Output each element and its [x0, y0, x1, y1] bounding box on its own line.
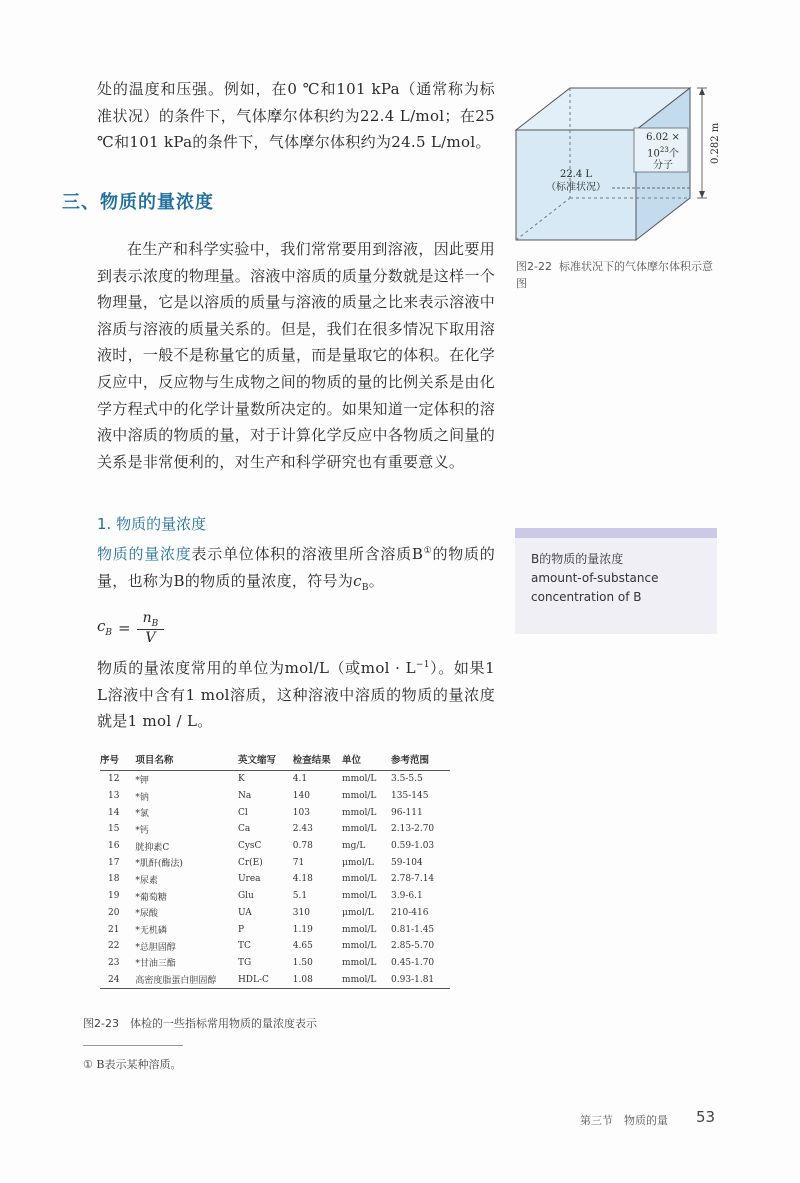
- cell-result: 4.18: [292, 874, 313, 885]
- cell-range: 96-111: [391, 807, 423, 818]
- cell-range: 0.45-1.70: [391, 957, 435, 968]
- footnote-marker[interactable]: ①: [423, 546, 433, 556]
- cell-item: 高密度脂蛋白胆固醇: [127, 971, 238, 988]
- cell-unit: mmol/L: [342, 924, 377, 935]
- cell-abbr: Cr(E): [237, 857, 263, 868]
- cell-range: 2.13-2.70: [391, 824, 435, 835]
- cell-result: 1.08: [293, 971, 342, 988]
- cell-index: 16: [107, 841, 120, 852]
- cell-index: 17: [107, 857, 120, 868]
- footnote-rule: [83, 1045, 183, 1046]
- cell-result: 103: [292, 807, 310, 818]
- cell-item: *甘油三酯: [135, 959, 176, 970]
- side-note-line1: B的物质的量浓度: [531, 552, 624, 566]
- definition-end: 。: [368, 571, 385, 590]
- col-header-unit: 单位: [342, 752, 391, 771]
- cell-item: *无机磷: [135, 926, 167, 937]
- side-note-line3: concentration of B: [531, 590, 642, 604]
- formula-numerator-sub: B: [151, 618, 159, 629]
- table-row: [100, 854, 450, 871]
- molecule-line1: 6.02 ×: [646, 132, 680, 143]
- formula-eq: =: [118, 618, 131, 637]
- col-header-item: 项目名称: [127, 752, 238, 771]
- table-row: [100, 971, 450, 988]
- volume-label: [536, 168, 616, 194]
- figure-22-number: 图2-22: [516, 260, 552, 273]
- cell-unit: mmol/L: [342, 891, 377, 902]
- formula-denominator: V: [145, 629, 156, 646]
- cell-result: 5.1: [292, 891, 308, 902]
- cell-item: *总胆固醇: [135, 942, 176, 953]
- height-label: 0.282 m: [710, 122, 721, 164]
- section-paragraph: 在生产和科学实验中，我们常常要用到溶液，因此要用到表示浓度的物理量。溶液中溶质的质量分数就是这样一个物理量，它是以溶质的质量与溶液的质量之比来表示溶液中溶质与溶液的质量关系的。但是，我们在很多情况下取用溶液时，一般不是称量它的质量，而是量取它的体积。在化学反应中，反应物与生成物之间的物质的量的比例关系是由化学方程式中的化学计量数所决定的。如果知道一定体积的溶液中溶质的物质的量，对于计算化学反应中各物质之间量的关系是非常便利的，对生产和科学研究也有重要意义。: [97, 240, 495, 471]
- cell-abbr: Na: [237, 791, 252, 802]
- symbol-c: c: [353, 571, 362, 590]
- table-row: [100, 905, 450, 922]
- cube-diagram: [500, 60, 732, 245]
- cell-unit: mmol/L: [342, 941, 377, 952]
- cell-range: 0.59-1.03: [391, 841, 435, 852]
- cell-result: 2.43: [292, 824, 313, 835]
- cell-unit: mmol/L: [342, 971, 391, 988]
- formula-lhs-sub: B: [105, 628, 113, 639]
- cell-index: 23: [107, 957, 120, 968]
- cell-unit: mmol/L: [342, 874, 377, 885]
- cell-index: 15: [107, 824, 120, 835]
- cell-unit: mmol/L: [342, 774, 377, 785]
- cell-result: 1.50: [292, 957, 313, 968]
- cell-item: *尿酸: [135, 909, 158, 920]
- definition-term: 物质的量浓度: [97, 545, 192, 563]
- cell-range: 135-145: [391, 791, 429, 802]
- cell-result: 4.1: [292, 774, 308, 785]
- cell-abbr: CysC: [237, 841, 262, 852]
- volume-condition: （标准状况）: [546, 182, 606, 193]
- page-number: 53: [696, 1108, 716, 1126]
- cell-range: 2.78-7.14: [391, 874, 435, 885]
- definition-text-b: 的物质的量，也称为B的物质的量浓度，符号为: [97, 545, 495, 590]
- cell-range: 2.85-5.70: [391, 941, 435, 952]
- cell-index: 24: [100, 971, 127, 988]
- table-row: [100, 888, 450, 905]
- concentration-formula: [97, 610, 164, 646]
- section-title: 三、物质的量浓度: [62, 192, 214, 213]
- side-note: [515, 538, 717, 634]
- formula-fraction: [137, 610, 165, 646]
- cell-item: 胱抑素C: [135, 842, 170, 853]
- unit-paragraph: [97, 652, 495, 735]
- molecule-sup: 23: [659, 146, 669, 154]
- cell-result: 71: [292, 857, 305, 868]
- cell-index: 13: [107, 791, 120, 802]
- molecule-line2b: 个: [668, 148, 679, 160]
- cell-item: *钾: [135, 775, 149, 786]
- lab-results-table: [100, 752, 450, 989]
- unit-text-a: 物质的量浓度常用的单位为mol/L（或mol · L: [97, 659, 416, 677]
- formula-lhs: c: [97, 617, 106, 636]
- unit-sup: −1: [415, 660, 430, 670]
- table-row: [100, 821, 450, 838]
- cell-item: *钙: [135, 825, 149, 836]
- cell-unit: mmol/L: [342, 791, 377, 802]
- col-header-result: 检查结果: [293, 752, 342, 771]
- cell-index: 12: [107, 774, 120, 785]
- cell-index: 22: [107, 941, 120, 952]
- volume-value: 22.4 L: [559, 169, 593, 180]
- cell-unit: mmol/L: [342, 957, 377, 968]
- table-header-row: [100, 752, 450, 771]
- cell-abbr: Urea: [237, 874, 261, 885]
- molecule-label: [637, 132, 689, 172]
- cell-range: 0.81-1.45: [391, 924, 435, 935]
- cell-unit: μmol/L: [342, 857, 374, 868]
- subsection-title: 1. 物质的量浓度: [97, 515, 207, 533]
- molecule-line3: 分子: [653, 160, 673, 172]
- cell-item: *氯: [135, 809, 149, 820]
- side-note-line2: amount-of-substance: [531, 571, 659, 585]
- col-header-index: 序号: [100, 752, 127, 771]
- table-row: [100, 938, 450, 955]
- intro-paragraph: 处的温度和压强。例如，在0 ℃和101 kPa（通常称为标准状况）的条件下，气体摩尔体积约为22.4 L/mol；在25 ℃和101 kPa的条件下，气体摩尔体积约为24.5 L/mol。: [97, 80, 495, 152]
- cell-index: 18: [107, 874, 120, 885]
- cell-result: 1.19: [292, 924, 313, 935]
- table-row: [100, 838, 450, 855]
- table-body: [100, 771, 450, 989]
- table-row: [100, 871, 450, 888]
- cell-range: 0.93-1.81: [391, 971, 450, 988]
- figure-22-text: 标准状况下的气体摩尔体积示意图: [516, 260, 713, 290]
- cell-range: 3.5-5.5: [391, 774, 423, 785]
- table-row: [100, 804, 450, 821]
- symbol-sub: B: [361, 582, 369, 593]
- cell-abbr: P: [237, 924, 245, 935]
- cell-abbr: Ca: [237, 824, 251, 835]
- unit-text-b: ）。如果1 L溶液中含有1 mol溶质，这种溶液中溶质的物质的量浓度就是1 mol / L。: [97, 659, 496, 731]
- cell-abbr: TC: [237, 941, 251, 952]
- cell-unit: μmol/L: [342, 907, 374, 918]
- cell-unit: mg/L: [342, 841, 366, 852]
- figure-23-caption: 图2-23 体检的一些指标常用物质的量浓度表示: [83, 1017, 317, 1030]
- cell-index: 21: [107, 924, 120, 935]
- table-row: [100, 955, 450, 972]
- cell-range: 59-104: [391, 857, 423, 868]
- cell-result: 140: [292, 791, 310, 802]
- col-header-abbr: 英文缩写: [238, 752, 293, 771]
- side-note-bar: [515, 528, 717, 538]
- cell-result: 4.65: [292, 941, 313, 952]
- col-header-range: 参考范围: [391, 752, 450, 771]
- figure-molar-volume: [500, 60, 732, 270]
- cell-abbr: HDL-C: [238, 971, 293, 988]
- cell-item: *葡萄糖: [135, 892, 167, 903]
- cell-item: *肌酐(酶法): [135, 859, 183, 870]
- cell-index: 14: [107, 807, 120, 818]
- table-row: [100, 788, 450, 805]
- cell-abbr: Cl: [237, 807, 248, 818]
- cell-result: 310: [292, 907, 310, 918]
- molecule-line2: 10: [647, 148, 660, 160]
- cell-abbr: Glu: [237, 891, 254, 902]
- cell-range: 3.9-6.1: [391, 891, 423, 902]
- cell-index: 19: [107, 891, 120, 902]
- footnote: ① B表示某种溶质。: [83, 1058, 182, 1071]
- figure-22-caption: [516, 258, 716, 292]
- cell-result: 0.78: [292, 841, 313, 852]
- cell-unit: mmol/L: [342, 824, 377, 835]
- definition-text-a: 表示单位体积的溶液里所含溶质B: [191, 545, 424, 563]
- cell-range: 210-416: [391, 907, 429, 918]
- definition-paragraph: [97, 538, 495, 601]
- table-row: [100, 921, 450, 938]
- cell-item: *钠: [135, 792, 149, 803]
- cell-index: 20: [107, 907, 120, 918]
- cell-abbr: UA: [237, 907, 252, 918]
- formula-numerator: n: [142, 610, 152, 626]
- cell-item: *尿素: [135, 875, 158, 886]
- running-footer: 第三节 物质的量: [580, 1114, 668, 1127]
- cell-abbr: TG: [237, 957, 252, 968]
- table-row: [100, 771, 450, 788]
- cell-abbr: K: [237, 774, 245, 785]
- cell-unit: mmol/L: [342, 807, 377, 818]
